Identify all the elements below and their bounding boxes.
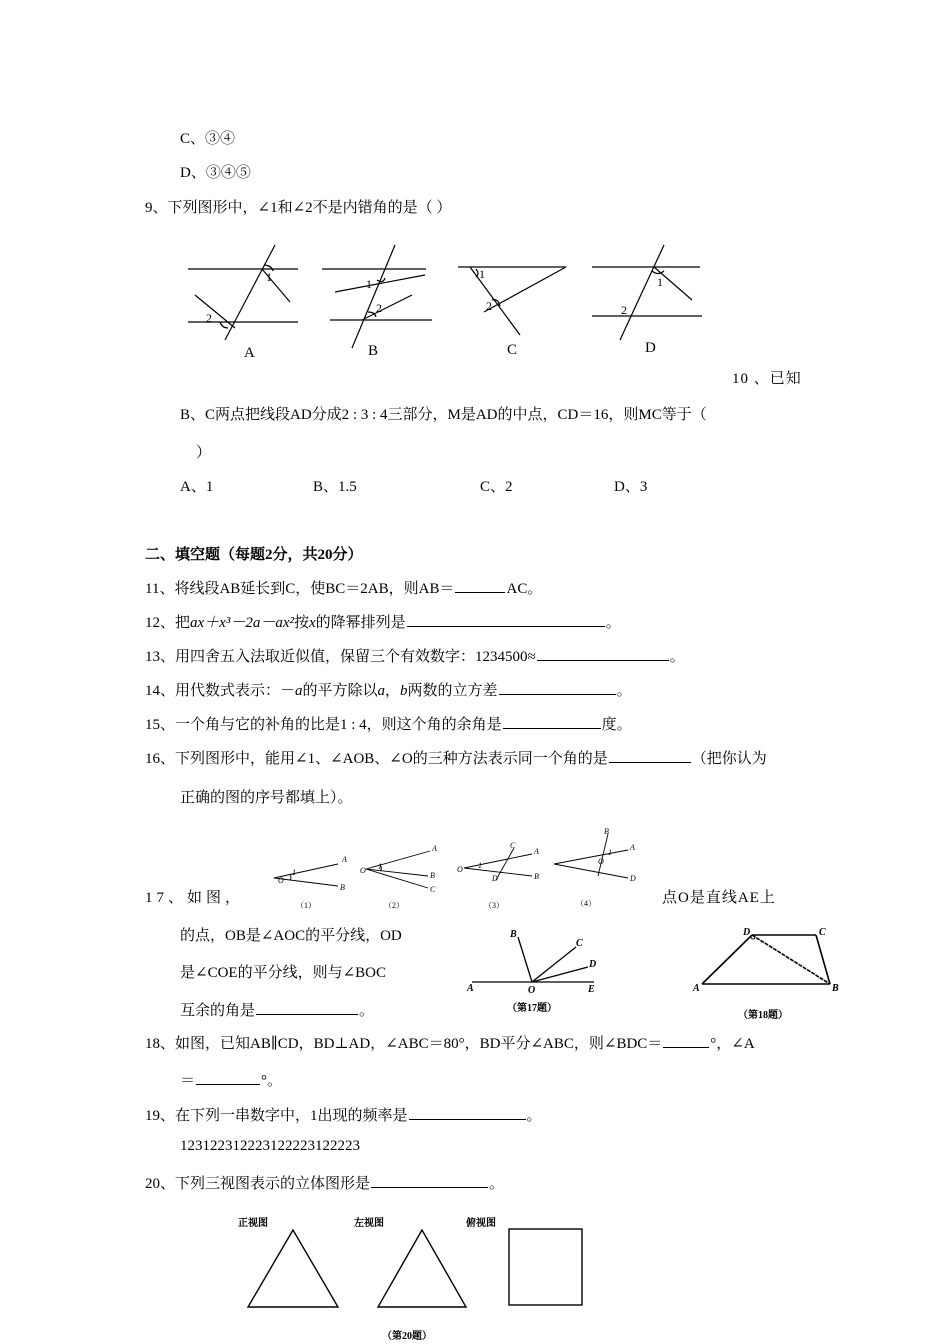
f16-3-c: C (510, 841, 516, 850)
q15: 15、一个角与它的补角的比是1 : 4，则这个角的余角是 度。 (145, 717, 632, 733)
q16-line2: 正确的图的序号都填上）。 (180, 790, 353, 806)
f16-caption-2: （2） (384, 901, 404, 910)
f16-1-a: A (342, 855, 347, 864)
q10-line1: B、C两点把线段AD分成2 : 3 : 4三部分，M是AD的中点，CD＝16，则MC等于（ (180, 407, 707, 423)
fig-c-label: C (507, 342, 518, 358)
f16-2-o: O (360, 866, 366, 875)
top-view-label: 俯视图 (466, 1218, 496, 1229)
q19: 19、在下列一串数字中，1出现的频率是 。 (145, 1108, 542, 1124)
q16: 16、下列图形中，能用∠1、∠AOB、∠O的三种方法表示同一个角的是 （把你认为 (145, 751, 767, 767)
fig-b-angle-2: 2 (376, 301, 382, 315)
q13: 13、用四舍五入法取近似值，保留三个有效数字：1234500≈ 。 (145, 649, 685, 665)
f18-c: C (819, 927, 826, 938)
f16-2-a: A (432, 844, 437, 853)
q9-stem: 9、下列图形中，∠1和∠2不是内错角的是（ ） (145, 200, 452, 216)
f17-b: B (510, 929, 517, 940)
q17-lead: 17、如图， (145, 890, 245, 906)
q18-line2: ＝ °。 (180, 1073, 283, 1089)
q10-line2: ） (196, 445, 212, 461)
f16-4-one: 1 (608, 848, 612, 857)
f16-caption-1: （1） (296, 901, 316, 910)
q20: 20、下列三视图表示的立体图形是 。 (145, 1176, 505, 1192)
q17-line2: 的点，OB是∠AOC的平分线，OD (180, 928, 402, 944)
q12: 12、把ax＋x³－2a－ax²按x的降幂排列是 。 (145, 615, 621, 631)
q16-figures (268, 828, 648, 913)
q10-option-a: A、1 (180, 479, 214, 495)
f16-2-c: C (430, 885, 436, 894)
q18: 18、如图，已知AB∥CD，BD⊥AD，∠ABC＝80°，BD平分∠ABC，则∠BDC＝ °，∠A (145, 1036, 755, 1052)
fig-a-angle-2: 2 (206, 311, 212, 325)
f16-4-d: D (630, 874, 636, 883)
q10-option-b: B、1.5 (313, 479, 357, 495)
front-view-label: 正视图 (238, 1218, 268, 1229)
f17-caption: （第17题） (507, 1003, 557, 1014)
q14: 14、用代数式表示：－a的平方除以a，b两数的立方差 。 (145, 683, 632, 699)
f16-1-b: B (340, 883, 345, 892)
left-view-label: 左视图 (354, 1218, 384, 1229)
fig-b-angle-1: 1 (366, 277, 372, 291)
q9-figures (180, 240, 720, 365)
f16-3-a: A (534, 847, 539, 856)
q10-prefix: 10 、已知 (732, 371, 802, 387)
f18-b: B (832, 983, 839, 994)
fig-c-angle-1: 1 (479, 267, 485, 281)
fig-d-angle-1: 1 (657, 275, 663, 289)
f16-3-b: B (534, 872, 539, 881)
f16-3-d: D (492, 874, 498, 883)
f16-4-a: A (630, 843, 635, 852)
fig-a-angle-1: 1 (266, 270, 272, 284)
f17-e: E (588, 984, 595, 995)
f16-caption-4: （4） (576, 899, 596, 908)
top-view-square (509, 1229, 582, 1305)
f18-d: D (743, 927, 751, 938)
section-2-title: 二、填空题（每题2分，共20分） (145, 547, 363, 563)
f16-2-b: B (430, 871, 435, 880)
f20-caption: （第20题） (382, 1331, 432, 1342)
f18-a: A (693, 983, 700, 994)
fig-c-angle-2: 2 (486, 299, 492, 313)
q19-digits: 123122312223122223122223 (180, 1138, 360, 1154)
q17-line4: 互余的角是 。 (180, 1003, 375, 1019)
f16-1-one: 1 (292, 868, 296, 877)
q17-tail: 点O是直线AE上 (662, 890, 776, 906)
f16-3-one: 1 (478, 861, 482, 870)
fig-a-label: A (244, 345, 255, 361)
fig-20 (230, 1208, 600, 1344)
front-view-triangle (248, 1230, 338, 1307)
q17-line3: 是∠COE的平分线，则与∠BOC (180, 965, 386, 981)
f16-2-one: 1 (378, 862, 382, 871)
f16-4-b: B (604, 827, 609, 836)
f16-4-o: O (598, 857, 604, 866)
f18-caption: （第18题） (738, 1010, 788, 1021)
f17-a: A (467, 983, 474, 994)
f17-d: D (589, 959, 597, 970)
fig-b-label: B (368, 343, 379, 359)
f16-3-o: O (457, 865, 463, 874)
q8-option-d: D、③④⑤ (180, 165, 251, 181)
q10-option-d: D、3 (614, 479, 648, 495)
fig-d-label: D (645, 340, 656, 356)
fig-18 (688, 925, 843, 1025)
f16-caption-3: （3） (484, 901, 504, 910)
f17-o: O (528, 985, 536, 996)
q10-option-c: C、2 (480, 479, 513, 495)
f16-1-o: O (278, 876, 284, 885)
left-view-triangle (378, 1230, 466, 1307)
f17-c: C (576, 938, 583, 949)
fig-d-angle-2: 2 (621, 303, 627, 317)
q8-option-c: C、③④ (180, 131, 236, 147)
fig-17 (462, 925, 612, 1020)
q11: 11、将线段AB延长到C，使BC＝2AB，则AB＝ AC。 (145, 581, 543, 597)
